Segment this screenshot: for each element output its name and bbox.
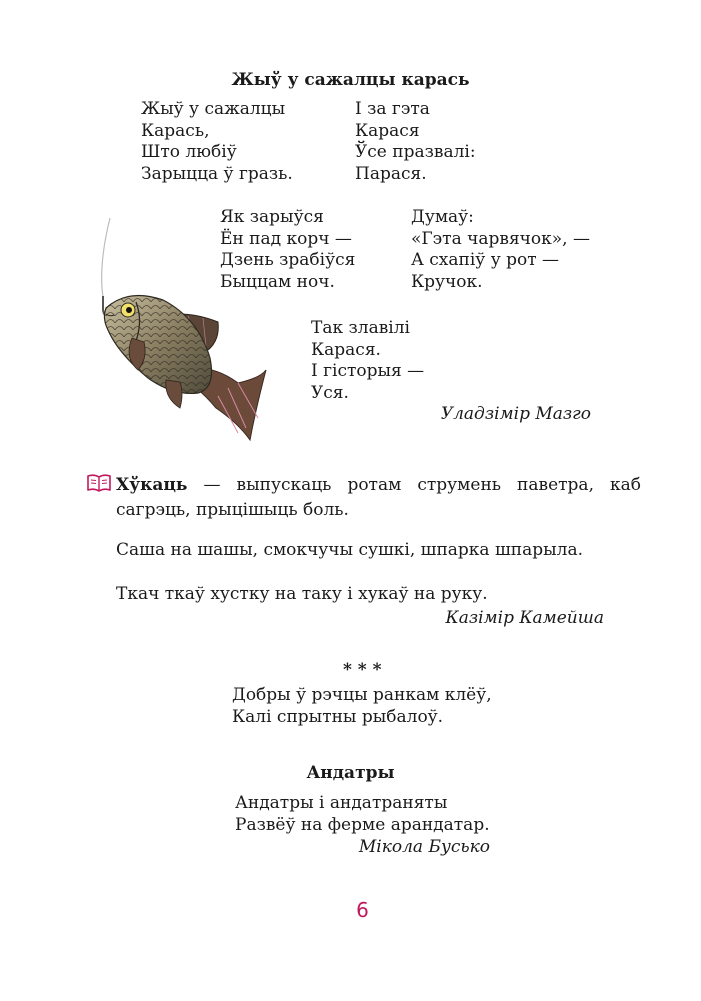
short-poem (232, 685, 492, 728)
open-book-icon (87, 474, 111, 492)
vocabulary-word: Хўкаць (116, 475, 188, 495)
vocabulary-definition (116, 473, 641, 523)
verse-line: Парася. (355, 163, 427, 184)
verse-line: Думаў: (411, 207, 474, 227)
verse-line: Карася (355, 120, 420, 141)
verse-line: Жыў у сажалцы (141, 99, 286, 119)
poem-author: Мікола Бусько (358, 837, 490, 857)
verse-line: Ён пад корч — (220, 228, 352, 249)
tongue-twister-author: Казімір Камейша (445, 608, 604, 628)
verse-line: Уся. (311, 382, 349, 403)
verse-line: Быццам ноч. (220, 271, 335, 292)
stanza2-right (411, 207, 590, 293)
poem-andatry (235, 793, 490, 836)
poem-title: Жыў у сажалцы карась (231, 70, 470, 90)
verse-line: «Гэта чарвячок», — (411, 228, 590, 249)
verse-line: Ўсе празвалі: (355, 142, 476, 162)
poem-author: Уладзімір Мазго (440, 404, 591, 424)
page-number: 6 (356, 898, 369, 922)
verse-line: Што любіў (141, 142, 237, 162)
verse-line: Андатры і андатраняты (235, 793, 448, 813)
verse-line: Карася. (311, 339, 381, 360)
tongue-twister: Ткач ткаў хустку на таку і хукаў на руку. (116, 584, 488, 604)
tongue-twister: Саша на шашы, смокчучы сушкі, шпарка шпарыла. (116, 540, 583, 560)
fish-on-hook-illustration (88, 218, 268, 450)
verse-line: Калі спрытны рыбалоў. (232, 706, 444, 727)
verse-line: І за гэта (355, 99, 430, 119)
vocabulary-meaning: — выпускаць ротам струмень паветра, каб сагрэць, прыцішыць боль. (116, 475, 641, 520)
stanza1-left (141, 99, 293, 185)
verse-line: Так злавілі (311, 318, 410, 338)
verse-line: І гісторыя — (311, 361, 425, 381)
verse-line: Дзень зрабіўся (220, 250, 356, 270)
verse-line: Як зарыўся (220, 207, 324, 227)
verse-line: Кручок. (411, 271, 483, 292)
stanza1-right (355, 99, 476, 185)
verse-line: А схапіў у рот — (411, 250, 560, 270)
verse-line: Развёў на ферме арандатар. (235, 814, 490, 835)
section-divider-stars: * * * (343, 660, 382, 680)
verse-line: Карась, (141, 120, 210, 141)
poem-title: Андатры (306, 763, 395, 783)
stanza3 (311, 318, 424, 404)
verse-line: Добры ў рэчцы ранкам клёў, (232, 685, 492, 705)
verse-line: Зарыцца ў гразь. (141, 163, 293, 184)
